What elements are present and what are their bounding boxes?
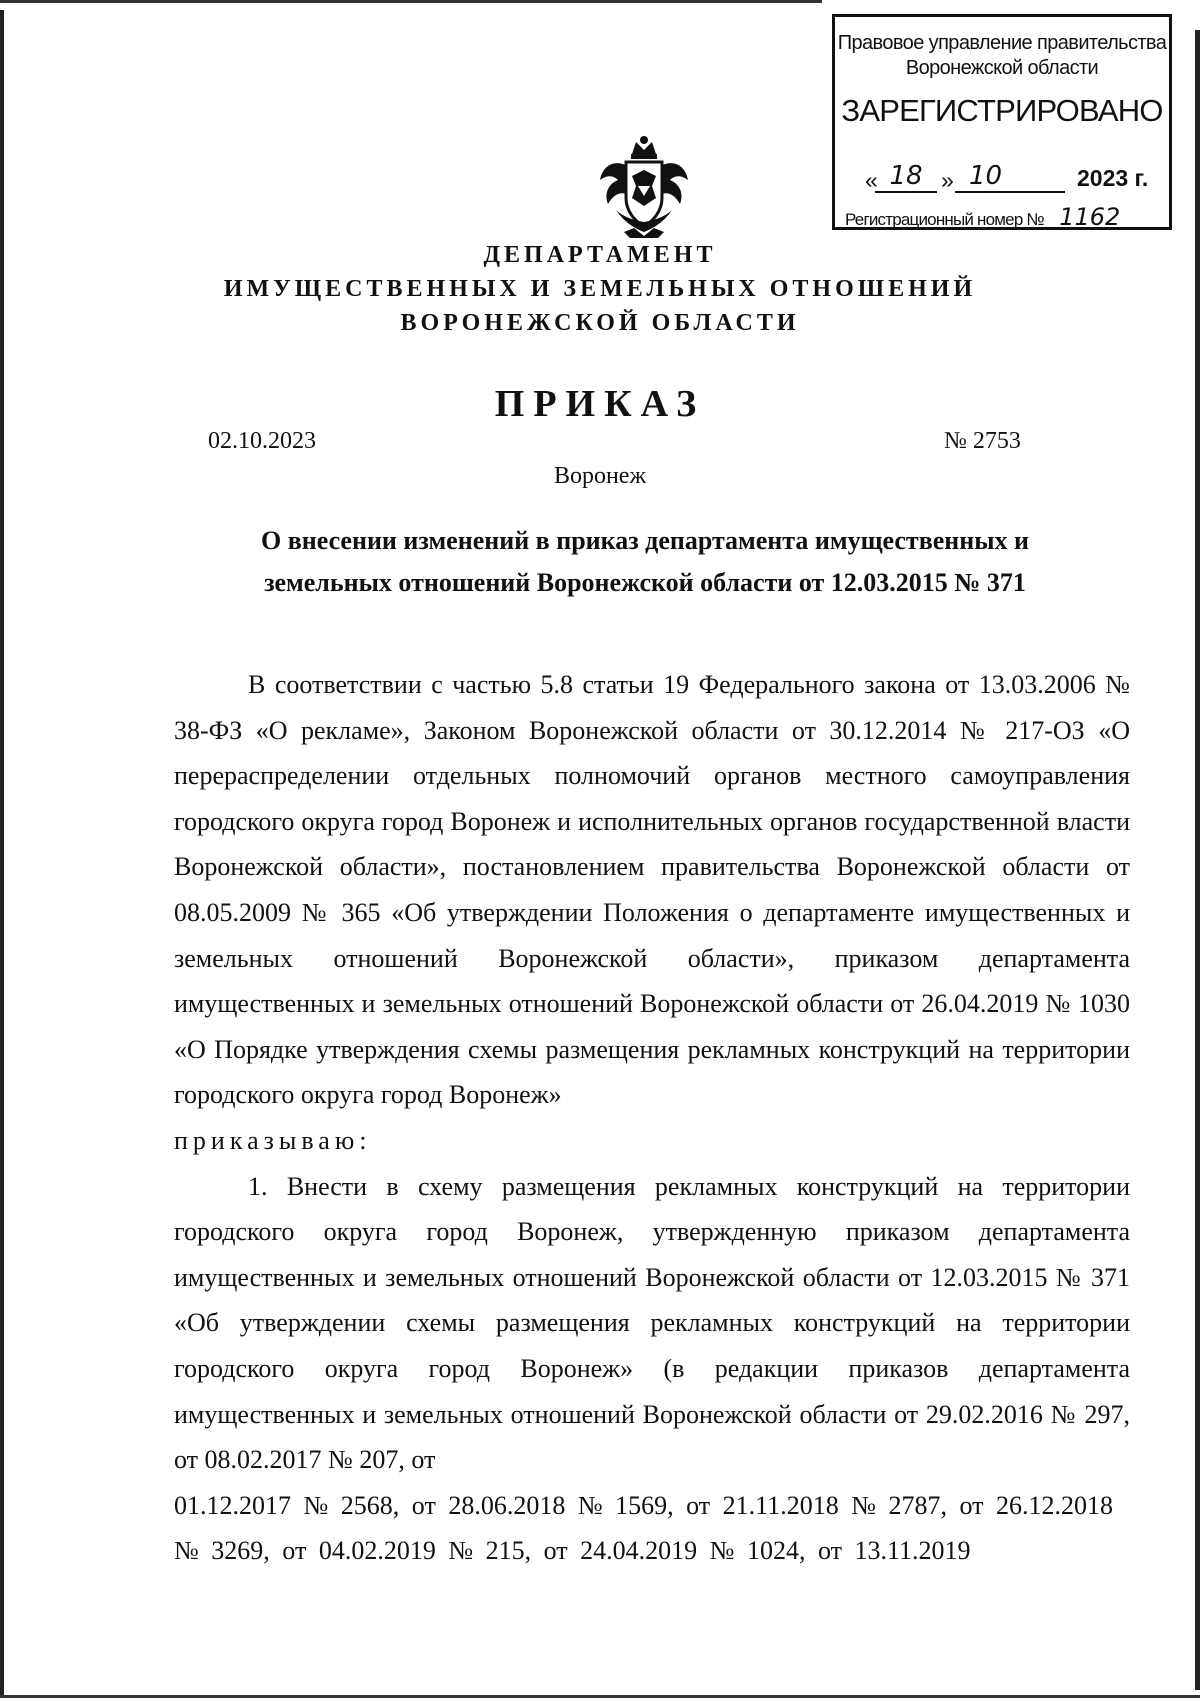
- scan-edge-left: [0, 10, 4, 1695]
- stamp-registered-label: ЗАРЕГИСТРИРОВАНО: [841, 93, 1163, 128]
- stamp-organization: [835, 31, 1169, 81]
- decree-word: приказываю:: [174, 1125, 372, 1155]
- scan-edge-bottom: [0, 1695, 1200, 1698]
- scan-edge-top: [0, 0, 822, 3]
- item-1-continuation: 01.12.2017 № 2568, от 28.06.2018 № 1569, от 21.11.2018 № 2787, от 26.12.2018 № 3269, от 04.02.2019 № 215, от 24.04.2019 № 1024, от 13.11.2019: [174, 1490, 1114, 1566]
- stamp-org-line1: Правовое управление правительства: [837, 32, 1167, 54]
- stamp-date-month: 10: [955, 161, 1065, 193]
- order-number: № 2753: [944, 428, 1021, 454]
- order-city: Воронеж: [553, 463, 647, 489]
- department-header: [150, 238, 1050, 340]
- preamble-paragraph: В соответствии с частью 5.8 статьи 19 Федерального закона от 13.03.2006 № 38-ФЗ «О рекламе», Законом Воронежской области от 30.12.2014 № 217-ОЗ «О перераспределении отдельных полномочий органов местного самоуправления городского округа город Воронеж и исполнительных органов государственной власти Воронежской области», постановлением правительства Воронежской области от 08.05.2009 № 365 «Об утверждении Положения о департаменте имущественных и земельных отношений Воронежской области», приказом департамента имущественных и земельных отношений Воронежской области от 26.04.2019 № 1030 «О Порядке утверждения схемы размещения рекламных конструкций на территории городского округа город Воронеж»: [174, 670, 1130, 1110]
- stamp-date-close-quote: »: [941, 167, 954, 193]
- coat-of-arms-icon: [594, 132, 694, 242]
- stamp-date: [865, 161, 1165, 197]
- stamp-org-line2: Воронежской области: [905, 57, 1099, 79]
- stamp-reg-number-label: Регистрационный номер №: [845, 210, 1044, 229]
- header-line2: ИМУЩЕСТВЕННЫХ И ЗЕМЕЛЬНЫХ ОТНОШЕНИЙ: [223, 276, 977, 302]
- stamp-date-year: 2023 г.: [1077, 165, 1149, 191]
- header-line3: ВОРОНЕЖСКОЙ ОБЛАСТИ: [400, 310, 800, 336]
- item-1-paragraph: 1. Внести в схему размещения рекламных конструкций на территории городского округа город Воронеж, утвержденную приказом департамента имущественных и земельных отношений Воронежской области от 12.03.2015 № 371 «Об утверждении схемы размещения рекламных конструкций на территории городского округа город Воронеж» (в редакции приказов департамента имущественных и земельных отношений Воронежской области от 29.02.2016 № 297, от 08.02.2017 № 207, от: [174, 1171, 1130, 1475]
- order-date: 02.10.2023: [208, 428, 316, 454]
- subject-line1: О внесении изменений в приказ департамента имущественных и: [260, 526, 1030, 555]
- scan-edge-right: [1195, 30, 1200, 1690]
- registration-stamp: [832, 14, 1172, 230]
- document-title: ПРИКАЗ: [494, 383, 706, 425]
- subject-line2: земельных отношений Воронежской области от 12.03.2015 № 371: [264, 568, 1026, 597]
- document-body: [174, 662, 1130, 1574]
- stamp-registration-number: [845, 203, 1167, 233]
- stamp-date-open-quote: «: [865, 167, 878, 193]
- order-subject: [200, 520, 1090, 604]
- stamp-reg-number-value: 1162: [1048, 207, 1132, 229]
- header-line1: ДЕПАРТАМЕНТ: [483, 242, 717, 268]
- stamp-date-day: 18: [875, 161, 937, 193]
